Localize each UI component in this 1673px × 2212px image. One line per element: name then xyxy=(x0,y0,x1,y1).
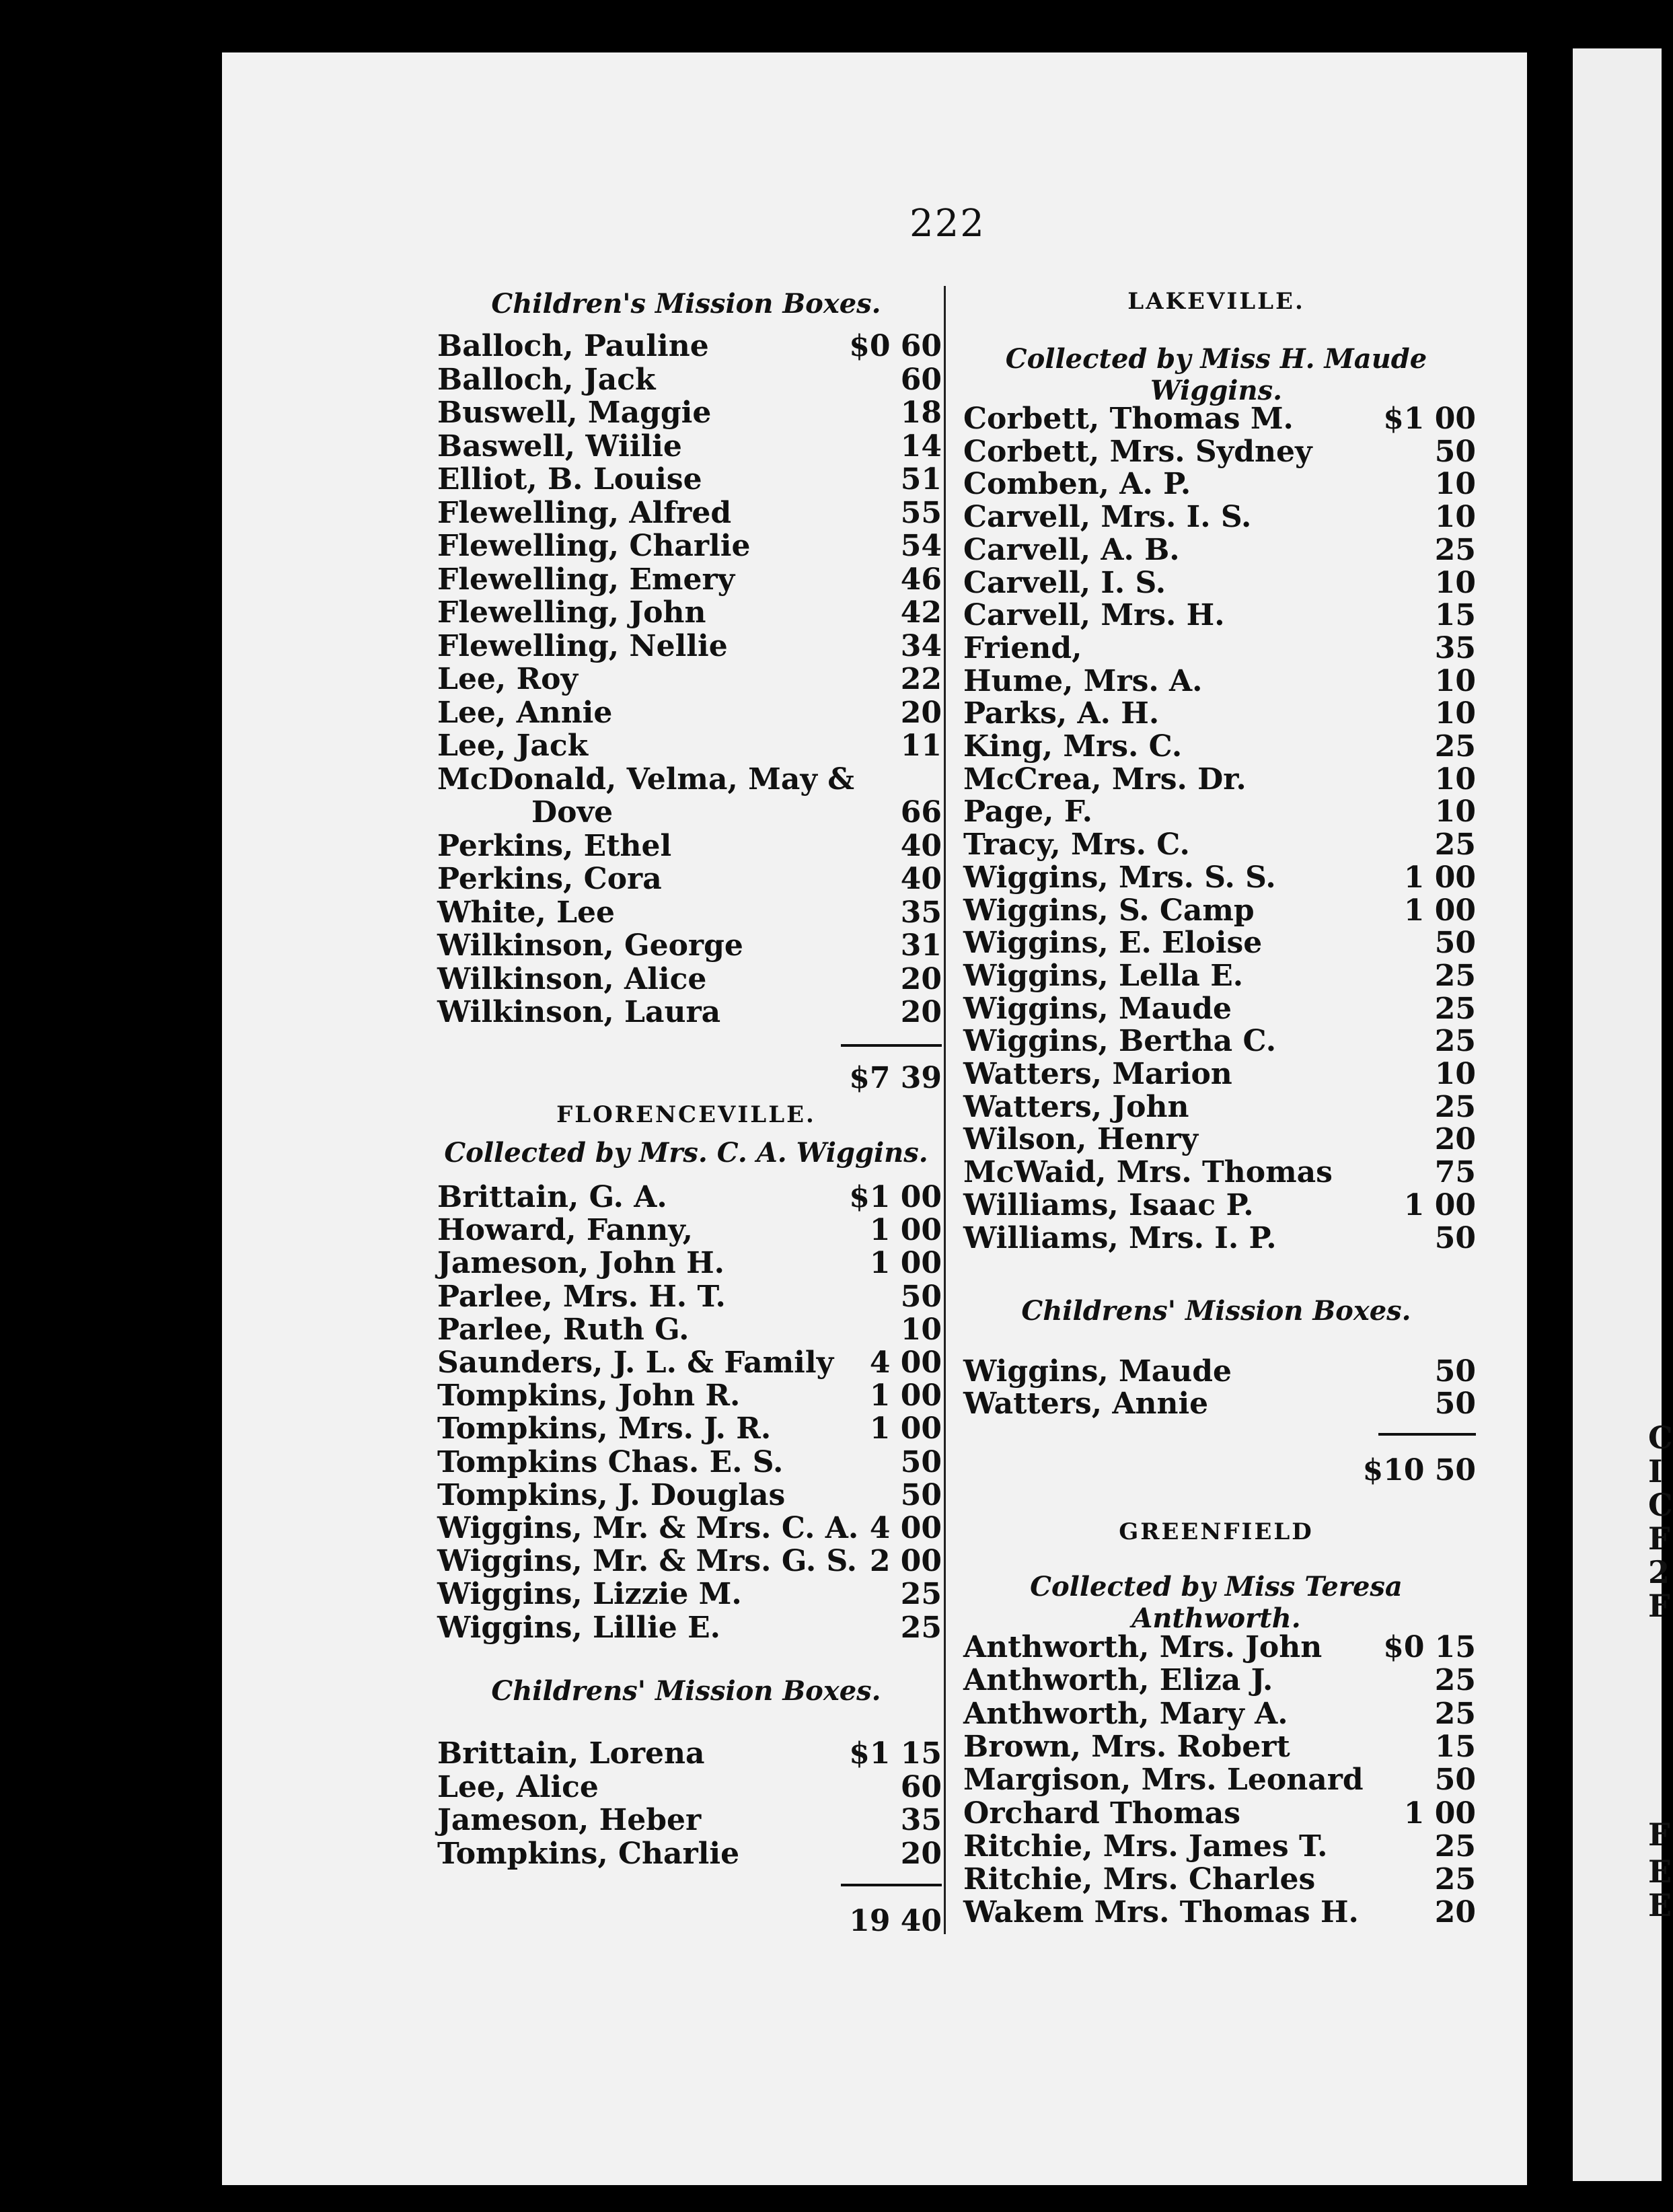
donor-name: Flewelling, Alfred xyxy=(437,495,732,530)
donation-amount: 55 xyxy=(900,495,942,530)
donation-amount: $1 00 xyxy=(1383,402,1476,436)
donor-name: Brittain, G. A. xyxy=(437,1180,667,1214)
donor-row xyxy=(431,330,942,363)
donation-amount: 1 00 xyxy=(1403,860,1476,895)
donor-row xyxy=(431,1479,942,1512)
donor-row xyxy=(957,599,1476,632)
donor-name: Ritchie, Mrs. Charles xyxy=(963,1862,1316,1897)
donor-name: Anthworth, Eliza J. xyxy=(963,1663,1273,1698)
donation-amount: 25 xyxy=(1434,729,1476,764)
adjacent-page-letter: I xyxy=(1648,1453,1663,1489)
donation-amount: 25 xyxy=(1434,958,1476,993)
donor-row xyxy=(431,763,942,797)
donation-amount: 20 xyxy=(900,961,942,996)
donor-row xyxy=(431,1346,942,1380)
adjacent-page-letter: F xyxy=(1648,1520,1670,1557)
donor-row xyxy=(431,1837,942,1871)
donor-row xyxy=(431,396,942,430)
donor-name: Wiggins, E. Eloise xyxy=(963,926,1263,961)
donation-amount: 1 00 xyxy=(1403,1187,1476,1222)
donor-row xyxy=(957,1763,1476,1797)
donor-name: Parks, A. H. xyxy=(963,696,1160,731)
collector-line: Collected by Miss H. Maude Wiggins. xyxy=(1005,343,1427,406)
donation-amount: 50 xyxy=(1434,1387,1476,1421)
donor-name: Wiggins, Lella E. xyxy=(963,958,1244,993)
donor-name: Tompkins, John R. xyxy=(437,1378,741,1413)
donor-row xyxy=(957,1387,1476,1421)
donor-row xyxy=(957,894,1476,928)
donation-amount: 1 00 xyxy=(869,1378,942,1413)
donation-amount: 10 xyxy=(1434,663,1476,698)
section-heading: Childrens' Mission Boxes. xyxy=(491,1675,881,1707)
section-heading: Children's Mission Boxes. xyxy=(491,288,881,320)
donation-amount: 25 xyxy=(1434,1663,1476,1698)
donor-name: Wilkinson, George xyxy=(437,928,743,963)
section-heading: LAKEVILLE. xyxy=(1127,288,1305,315)
donor-name: Wiggins, Mr. & Mrs. C. A. xyxy=(437,1511,859,1545)
donor-name: Carvell, Mrs. I. S. xyxy=(963,500,1252,535)
donor-name: Tompkins, Mrs. J. R. xyxy=(437,1411,772,1446)
donation-amount: 10 xyxy=(1434,762,1476,797)
donor-row xyxy=(957,1896,1476,1929)
section-total: $10 50 xyxy=(1362,1453,1476,1487)
donor-name: Parlee, Mrs. H. T. xyxy=(437,1279,726,1314)
donor-row xyxy=(431,630,942,663)
donor-name: King, Mrs. C. xyxy=(963,729,1183,764)
donor-row xyxy=(957,959,1476,993)
donor-name: Jameson, Heber xyxy=(437,1803,702,1837)
donation-amount: 1 00 xyxy=(869,1213,942,1248)
section-heading: Childrens' Mission Boxes. xyxy=(1021,1295,1411,1327)
donor-name: Baswell, Wiilie xyxy=(437,429,682,464)
donor-name: Carvell, Mrs. H. xyxy=(963,598,1225,633)
donor-name: Wiggins, Bertha C. xyxy=(963,1024,1277,1059)
donation-amount: 10 xyxy=(1434,500,1476,535)
donor-row xyxy=(431,1804,942,1837)
donor-name: Williams, Isaac P. xyxy=(963,1187,1254,1222)
donor-row xyxy=(957,861,1476,895)
donor-name: Page, F. xyxy=(963,795,1092,830)
donor-name: Margison, Mrs. Leonard xyxy=(963,1763,1364,1798)
donor-row xyxy=(957,1830,1476,1864)
donation-amount: 42 xyxy=(900,595,942,630)
donation-amount: 25 xyxy=(1434,1024,1476,1059)
donor-name: Wakem Mrs. Thomas H. xyxy=(963,1895,1359,1930)
section-heading: GREENFIELD xyxy=(1119,1518,1314,1545)
donor-row xyxy=(431,996,942,1029)
donor-row xyxy=(957,402,1476,436)
donor-row xyxy=(431,430,942,464)
donor-name: Elliot, B. Louise xyxy=(437,462,702,496)
donor-row xyxy=(957,1058,1476,1091)
donation-amount: 50 xyxy=(1434,1763,1476,1798)
donation-amount: $1 00 xyxy=(849,1180,942,1214)
donation-amount: 20 xyxy=(1434,1122,1476,1157)
donor-name: Balloch, Jack xyxy=(437,362,656,397)
donor-row xyxy=(957,763,1476,797)
donor-name: Jameson, John H. xyxy=(437,1246,724,1281)
donor-row xyxy=(957,1123,1476,1156)
donation-amount: 54 xyxy=(900,529,942,563)
donor-name: Watters, Annie xyxy=(963,1387,1209,1421)
donation-amount: 25 xyxy=(1434,991,1476,1026)
donor-name: Orchard Thomas xyxy=(963,1796,1240,1831)
donor-name: White, Lee xyxy=(437,895,615,930)
donation-amount: 50 xyxy=(1434,1354,1476,1389)
donor-name: Anthworth, Mary A. xyxy=(963,1696,1288,1731)
donor-row xyxy=(957,1664,1476,1697)
donor-row xyxy=(431,1214,942,1247)
donor-row xyxy=(431,1379,942,1413)
donor-row xyxy=(431,1737,942,1771)
adjacent-page-letter: F xyxy=(1648,1816,1670,1853)
adjacent-page-letter: C xyxy=(1648,1420,1673,1456)
donor-name: Lee, Alice xyxy=(437,1769,599,1804)
donor-name: Wiggins, Mrs. S. S. xyxy=(963,860,1276,895)
donor-name: Flewelling, Emery xyxy=(437,562,735,597)
donation-amount: 40 xyxy=(900,828,942,863)
donor-name: Corbett, Thomas M. xyxy=(963,402,1294,436)
donor-row xyxy=(957,1025,1476,1058)
donation-amount: 60 xyxy=(900,1769,942,1804)
donor-row xyxy=(431,1446,942,1479)
donor-row xyxy=(431,1771,942,1804)
donation-amount: 50 xyxy=(900,1444,942,1479)
donor-row xyxy=(957,665,1476,698)
donation-amount: 20 xyxy=(1434,1895,1476,1930)
donor-row xyxy=(957,1631,1476,1664)
donor-name: Williams, Mrs. I. P. xyxy=(963,1220,1277,1255)
donor-row xyxy=(957,632,1476,665)
donor-row xyxy=(431,1578,942,1611)
donor-row xyxy=(431,1512,942,1545)
donation-amount: 25 xyxy=(1434,1089,1476,1124)
donor-row xyxy=(957,795,1476,829)
donation-amount: 14 xyxy=(900,429,942,464)
donor-row xyxy=(431,1247,942,1280)
donation-amount: 50 xyxy=(900,1279,942,1314)
donor-row xyxy=(957,1222,1476,1255)
donor-name: Watters, Marion xyxy=(963,1057,1232,1091)
total-rule xyxy=(1378,1433,1476,1436)
section-heading: FLORENCEVILLE. xyxy=(556,1101,816,1128)
donation-amount: 25 xyxy=(900,1577,942,1612)
donation-amount: 50 xyxy=(1434,926,1476,961)
donor-name: Wiggins, S. Camp xyxy=(963,893,1255,928)
donor-name: Wilkinson, Laura xyxy=(437,995,721,1029)
donation-amount: $1 15 xyxy=(849,1736,942,1771)
donor-name: Corbett, Mrs. Sydney xyxy=(963,434,1312,469)
donor-name: Wiggins, Maude xyxy=(963,991,1232,1026)
donor-name: Brown, Mrs. Robert xyxy=(963,1729,1290,1764)
donor-row xyxy=(957,697,1476,731)
donor-name: Wiggins, Maude xyxy=(963,1354,1232,1389)
donor-name: Saunders, J. L. & Family xyxy=(437,1345,834,1380)
donor-name: McCrea, Mrs. Dr. xyxy=(963,762,1247,797)
donation-amount: 10 xyxy=(1434,565,1476,600)
donor-row xyxy=(431,963,942,996)
donation-amount: 2 00 xyxy=(869,1544,942,1579)
donation-amount: 50 xyxy=(1434,1220,1476,1255)
donor-name: Hume, Mrs. A. xyxy=(963,663,1203,698)
donation-amount: 1 00 xyxy=(1403,1796,1476,1831)
donation-amount: 18 xyxy=(900,396,942,430)
donor-name: Tracy, Mrs. C. xyxy=(963,827,1190,862)
donor-row xyxy=(957,1156,1476,1189)
donor-row xyxy=(431,496,942,530)
donor-row xyxy=(957,1697,1476,1731)
collector-line: Collected by Miss Teresa Anthworth. xyxy=(1030,1571,1403,1634)
donor-row xyxy=(431,830,942,863)
donor-row xyxy=(957,1091,1476,1124)
donor-row xyxy=(957,1355,1476,1389)
donation-amount: 20 xyxy=(900,695,942,730)
donor-row xyxy=(957,992,1476,1026)
donor-name: Wiggins, Lillie E. xyxy=(437,1610,720,1645)
donor-row xyxy=(957,501,1476,534)
donor-row xyxy=(431,729,942,763)
donation-amount: 15 xyxy=(1434,1729,1476,1764)
donor-row xyxy=(431,563,942,597)
donor-row xyxy=(431,1313,942,1347)
donor-row xyxy=(431,1280,942,1314)
donor-name: Carvell, I. S. xyxy=(963,565,1166,600)
donation-amount: 10 xyxy=(1434,467,1476,502)
donor-row xyxy=(431,796,942,830)
donor-row xyxy=(957,435,1476,469)
donor-row xyxy=(957,1797,1476,1831)
donor-row xyxy=(431,1545,942,1578)
donor-row xyxy=(431,696,942,730)
donor-name: Wiggins, Mr. & Mrs. G. S. xyxy=(437,1544,857,1579)
donor-row xyxy=(431,363,942,397)
donor-name: Perkins, Ethel xyxy=(437,828,672,863)
adjacent-page-letter: E xyxy=(1648,1887,1672,1923)
donor-name: Flewelling, Charlie xyxy=(437,529,751,563)
donation-amount: 46 xyxy=(900,562,942,597)
donor-name: Flewelling, John xyxy=(437,595,706,630)
donor-row xyxy=(957,533,1476,567)
donor-name: Lee, Jack xyxy=(437,729,589,763)
donor-row xyxy=(431,862,942,896)
donation-amount: 25 xyxy=(1434,532,1476,567)
donation-amount: 25 xyxy=(1434,1696,1476,1731)
adjacent-page-letter: C xyxy=(1648,1487,1673,1523)
adjacent-page-letter: E xyxy=(1648,1853,1672,1890)
donation-amount: 34 xyxy=(900,628,942,663)
donor-name: Howard, Fanny, xyxy=(437,1213,693,1248)
donor-name: Brittain, Lorena xyxy=(437,1736,705,1771)
donor-name: Tompkins Chas. E. S. xyxy=(437,1444,784,1479)
donor-name: Anthworth, Mrs. John xyxy=(963,1630,1323,1664)
donation-amount: 35 xyxy=(900,1803,942,1837)
donor-row xyxy=(431,896,942,930)
donor-name: Lee, Annie xyxy=(437,695,613,730)
donor-row xyxy=(431,929,942,963)
donation-amount: 25 xyxy=(1434,1862,1476,1897)
donor-row xyxy=(431,663,942,696)
donor-row xyxy=(957,730,1476,764)
donation-amount: 4 00 xyxy=(869,1345,942,1380)
donor-name: Lee, Roy xyxy=(437,662,579,696)
donation-amount: 1 00 xyxy=(1403,893,1476,928)
column-divider xyxy=(944,286,946,1934)
donor-name: Wiggins, Lizzie M. xyxy=(437,1577,742,1612)
donor-row xyxy=(957,1863,1476,1896)
donation-amount: 1 00 xyxy=(869,1246,942,1281)
donation-amount: 25 xyxy=(1434,827,1476,862)
donor-name: Tompkins, Charlie xyxy=(437,1836,740,1871)
donation-amount: 51 xyxy=(900,462,942,496)
donation-amount: 50 xyxy=(900,1477,942,1512)
donor-name: Ritchie, Mrs. James T. xyxy=(963,1829,1328,1864)
donation-amount: 40 xyxy=(900,862,942,896)
donor-name: Wilson, Henry xyxy=(963,1122,1199,1157)
donation-amount: 22 xyxy=(900,662,942,696)
donor-name: Perkins, Cora xyxy=(437,862,662,896)
donation-amount: 10 xyxy=(900,1312,942,1347)
section-total: 19 40 xyxy=(849,1904,942,1938)
donation-amount: 50 xyxy=(1434,434,1476,469)
donation-amount: 25 xyxy=(1434,1829,1476,1864)
donation-amount: 60 xyxy=(900,362,942,397)
donor-row xyxy=(957,926,1476,960)
donation-amount: 75 xyxy=(1434,1155,1476,1190)
donor-name: Flewelling, Nellie xyxy=(437,628,728,663)
donation-amount: 10 xyxy=(1434,1057,1476,1091)
donor-name: Tompkins, J. Douglas xyxy=(437,1477,786,1512)
donor-row xyxy=(957,1189,1476,1222)
donor-row xyxy=(431,529,942,563)
donor-name: McDonald, Velma, May & xyxy=(437,762,854,797)
collector-line: Collected by Mrs. C. A. Wiggins. xyxy=(444,1137,928,1169)
donor-row xyxy=(957,1730,1476,1764)
donor-name: McWaid, Mrs. Thomas xyxy=(963,1155,1333,1190)
donation-amount: 11 xyxy=(900,729,942,763)
donation-amount: 10 xyxy=(1434,696,1476,731)
donor-row xyxy=(431,1412,942,1446)
donation-amount: 66 xyxy=(900,795,942,830)
adjacent-page-letter: 2 xyxy=(1648,1554,1670,1590)
total-rule xyxy=(841,1044,942,1047)
adjacent-page-letter: F xyxy=(1648,1588,1670,1624)
total-rule xyxy=(841,1884,942,1886)
donor-row xyxy=(431,596,942,630)
donor-name: Friend, xyxy=(963,630,1082,665)
donor-name: Parlee, Ruth G. xyxy=(437,1312,690,1347)
donation-amount: 25 xyxy=(900,1610,942,1645)
donor-name: Wilkinson, Alice xyxy=(437,961,707,996)
donor-row xyxy=(957,468,1476,501)
donor-name: Comben, A. P. xyxy=(963,467,1191,502)
donation-amount: 31 xyxy=(900,928,942,963)
donor-row xyxy=(431,1611,942,1645)
donor-name: Watters, John xyxy=(963,1089,1189,1124)
donor-name: Balloch, Pauline xyxy=(437,329,709,363)
donor-name: Buswell, Maggie xyxy=(437,396,712,430)
donation-amount: 35 xyxy=(900,895,942,930)
donation-amount: 20 xyxy=(900,1836,942,1871)
donor-row xyxy=(957,566,1476,600)
donor-row xyxy=(957,828,1476,862)
donation-amount: 4 00 xyxy=(869,1511,942,1545)
donation-amount: 1 00 xyxy=(869,1411,942,1446)
donation-amount: 20 xyxy=(900,995,942,1029)
donor-name: Dove xyxy=(531,795,614,830)
donor-row xyxy=(431,463,942,496)
page-number: 222 xyxy=(909,202,986,246)
donation-amount: $0 60 xyxy=(849,329,942,363)
donation-amount: 35 xyxy=(1434,630,1476,665)
donation-amount: 15 xyxy=(1434,598,1476,633)
donor-row xyxy=(431,1181,942,1214)
donation-amount: $0 15 xyxy=(1383,1630,1476,1664)
donor-name: Carvell, A. B. xyxy=(963,532,1180,567)
donation-amount: 10 xyxy=(1434,795,1476,830)
section-total: $7 39 xyxy=(849,1061,942,1095)
